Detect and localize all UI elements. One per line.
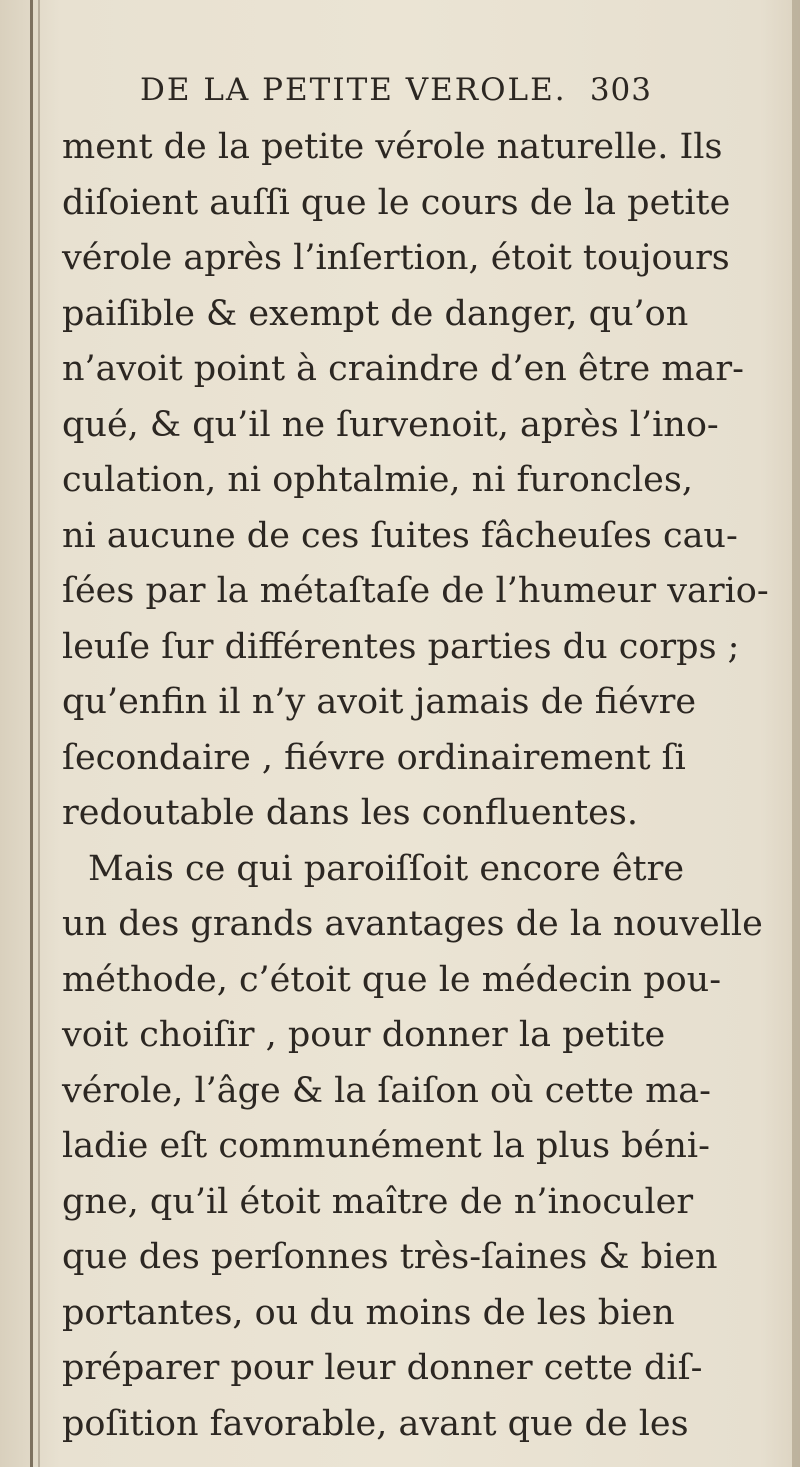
text-line: n’avoit point à craindre d’en être mar- bbox=[62, 349, 744, 389]
text-line: ſecondaire , fiévre ordinairement ſi bbox=[62, 737, 686, 778]
text-line: diſoient auſſi que le cours de la petite bbox=[62, 182, 731, 223]
text-line: paiſible & exempt de danger, qu’on bbox=[62, 293, 689, 334]
text-line: un des grands avantages de la nouvelle bbox=[62, 904, 763, 944]
text-line: qu’enfin il n’y avoit jamais de fiévre bbox=[62, 682, 697, 722]
text-line: ment de la petite vérole naturelle. Ils bbox=[62, 127, 723, 167]
text-line: gne, qu’il étoit maître de n’inoculer bbox=[62, 1181, 694, 1222]
page-number: 303 bbox=[589, 72, 652, 108]
paragraph-end-line: redoutable dans les confluentes. bbox=[62, 793, 638, 833]
running-head bbox=[140, 72, 660, 108]
text-line: préparer pour leur donner cette diſ- bbox=[62, 1348, 703, 1388]
text-line: portantes, ou du moins de les bien bbox=[62, 1292, 675, 1333]
text-line: méthode, c’étoit que le médecin pou- bbox=[62, 959, 722, 1000]
page-edge-right bbox=[792, 0, 800, 1467]
paragraph-start-line: Mais ce qui paroiſſoit encore être bbox=[88, 848, 685, 889]
text-line: que des perſonnes très-ſaines & bien bbox=[62, 1237, 718, 1277]
text-line: vérole, l’âge & la ſaiſon où cette ma- bbox=[62, 1070, 711, 1111]
text-line: vérole après l’inſertion, étoit toujours bbox=[62, 238, 730, 278]
text-line: poſition favorable, avant que de les bbox=[62, 1403, 689, 1444]
text-line: ladie eſt communément la plus béni- bbox=[62, 1126, 710, 1166]
text-line: ſées par la métaſtaſe de l’humeur vario- bbox=[62, 571, 769, 611]
binding-edge-left bbox=[30, 0, 33, 1467]
text-line: qué, & qu’il ne ſurvenoit, après l’ino- bbox=[62, 404, 719, 445]
running-head-title: DE LA PETITE VEROLE. bbox=[140, 72, 567, 108]
binding-shadow bbox=[38, 0, 40, 1467]
text-line: voit choiſir , pour donner la petite bbox=[62, 1015, 666, 1055]
body-text bbox=[62, 120, 769, 1452]
text-line: leuſe ſur différentes parties du corps ; bbox=[62, 626, 740, 667]
text-line: culation, ni ophtalmie, ni furoncles, bbox=[62, 460, 693, 500]
text-line: ni aucune de ces ſuites fâcheuſes cau- bbox=[62, 515, 738, 556]
